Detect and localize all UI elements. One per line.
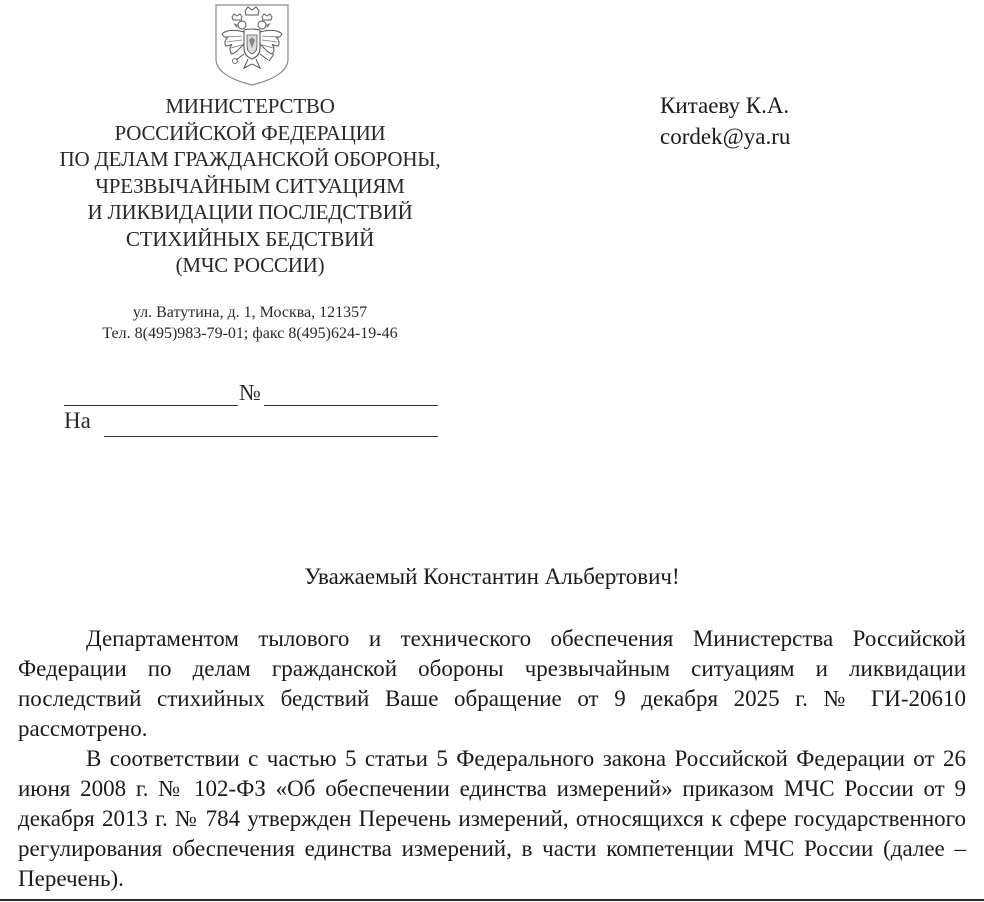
body-paragraph: Департаментом тылового и технического обеспечения Министерства Российской Федерации по делам гражданской обороны чрезвычайным ситуациям и ликвидации последствий стихийных бедствий Ваше обращение от 9 декабря 2025 г. № ГИ-20610 рассмотрено. [18, 626, 966, 741]
ministry-name-line: И ЛИКВИДАЦИИ ПОСЛЕДСТВИЙ [87, 200, 413, 224]
russian-coat-of-arms-icon [214, 4, 290, 86]
ministry-address: ул. Ватутина, д. 1, Москва, 121357 [132, 304, 368, 321]
ministry-name-line: СТИХИЙНЫХ БЕДСТВИЙ [125, 226, 375, 251]
body-paragraph: В соответствии с частью 5 статьи 5 Федерального закона Российской Федерации от 26 июня 2008 г. № 102-ФЗ «Об обеспечении единства измерений» приказом МЧС России от 9 декабря 2013 г. № 784 утвержден Перечень измерений, относящихся к сфере государственного регулирования обеспечения единства измерений, в части компетенции МЧС России (далее – Перечень). [18, 746, 966, 891]
number-sign: № [239, 380, 261, 405]
page-bottom-edge [0, 899, 984, 901]
number-blank-line [264, 405, 438, 406]
ministry-name-line: МИНИСТЕРСТВО [165, 94, 335, 118]
ministry-name-line: (МЧС РОССИИ) [175, 253, 325, 277]
in-reply-to-blank-line [104, 436, 438, 437]
ministry-phone-fax: Тел. 8(495)983-79-01; факс 8(495)624-19-46 [102, 325, 398, 342]
recipient-email: cordek@ya.ru [660, 124, 791, 149]
in-reply-to-row [64, 408, 440, 440]
ministry-name-line: ЧРЕЗВЫЧАЙНЫМ СИТУАЦИЯМ [95, 173, 405, 198]
registration-number-row [64, 380, 440, 410]
in-reply-to-label: На [64, 408, 91, 433]
letter-greeting: Уважаемый Константин Альбертович! [304, 564, 680, 589]
ministry-name-block [20, 93, 480, 279]
recipient-block [660, 90, 790, 152]
ministry-name-line: РОССИЙСКОЙ ФЕДЕРАЦИИ [114, 120, 386, 145]
letter-body [18, 624, 966, 894]
recipient-name: Китаеву К.А. [660, 93, 790, 118]
ministry-contacts [20, 302, 480, 344]
ministry-name-line: ПО ДЕЛАМ ГРАЖДАНСКОЙ ОБОРОНЫ, [59, 147, 441, 171]
date-blank-line [64, 405, 238, 406]
